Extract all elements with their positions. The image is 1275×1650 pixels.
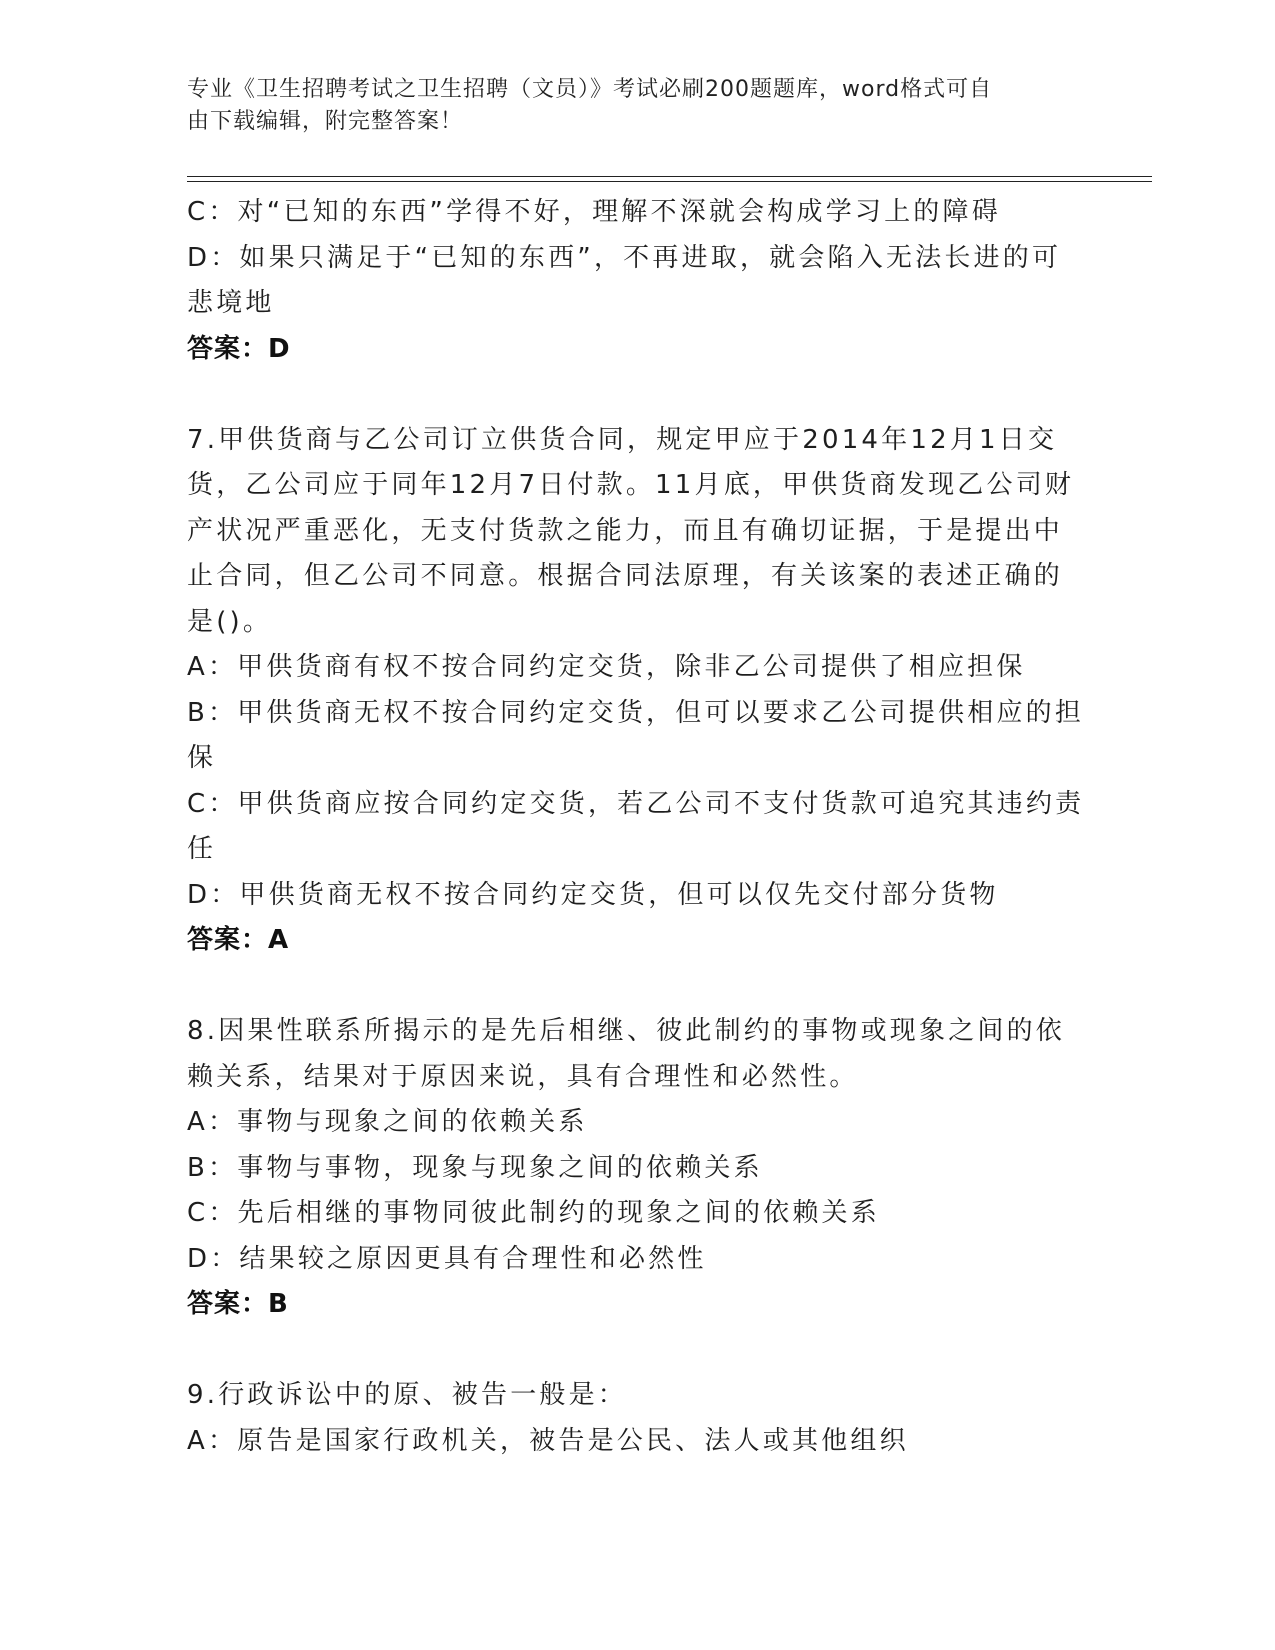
question-stem-continued: 是()。 [187, 606, 273, 637]
question-9 [187, 1373, 1087, 1464]
header-rule-top [187, 176, 1152, 177]
option-c: C：甲供货商应按合同约定交货，若乙公司不支付货款可追究其违约责 [187, 788, 1085, 819]
option-a: A：事物与现象之间的依赖关系 [187, 1107, 588, 1137]
option-d-continued: 悲境地 [187, 288, 275, 318]
option-b: B：事物与事物，现象与现象之间的依赖关系 [187, 1152, 763, 1183]
header-line-1: 专业《卫生招聘考试之卫生招聘（文员）》考试必刷200题题库，word格式可自 [187, 77, 993, 102]
answer: 答案：D [187, 333, 291, 364]
option-d: D：如果只满足于“已知的东西”，不再进取，就会陷入无法长进的可 [187, 242, 1062, 273]
question-stem-continued: 止合同，但乙公司不同意。根据合同法原理，有关该案的表述正确的 [187, 561, 1064, 591]
option-b: B：甲供货商无权不按合同约定交货，但可以要求乙公司提供相应的担 [187, 697, 1085, 728]
question-stem-continued: 赖关系，结果对于原因来说，具有合理性和必然性。 [187, 1061, 859, 1092]
question-stem: 9.行政诉讼中的原、被告一般是： [187, 1380, 628, 1410]
option-d: D：甲供货商无权不按合同约定交货，但可以仅先交付部分货物 [187, 879, 999, 910]
option-c-continued: 任 [187, 834, 217, 864]
question-stem-continued: 货，乙公司应于同年12月7日付款。11月底，甲供货商发现乙公司财 [187, 470, 1075, 500]
question-stem: 8.因果性联系所揭示的是先后相继、彼此制约的事物或现象之间的依 [187, 1016, 1066, 1046]
document-body [187, 190, 1087, 1464]
answer: 答案：B [187, 1289, 289, 1319]
question-stem-continued: 产状况严重恶化，无支付货款之能力，而且有确切证据，于是提出中 [187, 515, 1064, 546]
page-header [187, 74, 1077, 138]
question-7 [187, 418, 1087, 964]
spacer [187, 1328, 1087, 1374]
option-a: A：甲供货商有权不按合同约定交货，除非乙公司提供了相应担保 [187, 652, 1026, 682]
question-stem: 7.甲供货商与乙公司订立供货合同，规定甲应于2014年12月1日交 [187, 424, 1058, 455]
question-6-tail [187, 190, 1087, 372]
option-a: A：原告是国家行政机关，被告是公民、法人或其他组织 [187, 1425, 909, 1456]
question-8 [187, 1009, 1087, 1328]
option-d: D：结果较之原因更具有合理性和必然性 [187, 1243, 707, 1274]
spacer [187, 372, 1087, 418]
option-c: C：先后相继的事物同彼此制约的现象之间的依赖关系 [187, 1198, 880, 1228]
header-line-2: 由下载编辑，附完整答案！ [187, 109, 464, 134]
spacer [187, 964, 1087, 1010]
option-b-continued: 保 [187, 743, 217, 773]
header-rule-bottom [187, 181, 1152, 182]
option-c: C：对“已知的东西”学得不好，理解不深就会构成学习上的障碍 [187, 197, 1001, 227]
answer: 答案：A [187, 925, 290, 955]
